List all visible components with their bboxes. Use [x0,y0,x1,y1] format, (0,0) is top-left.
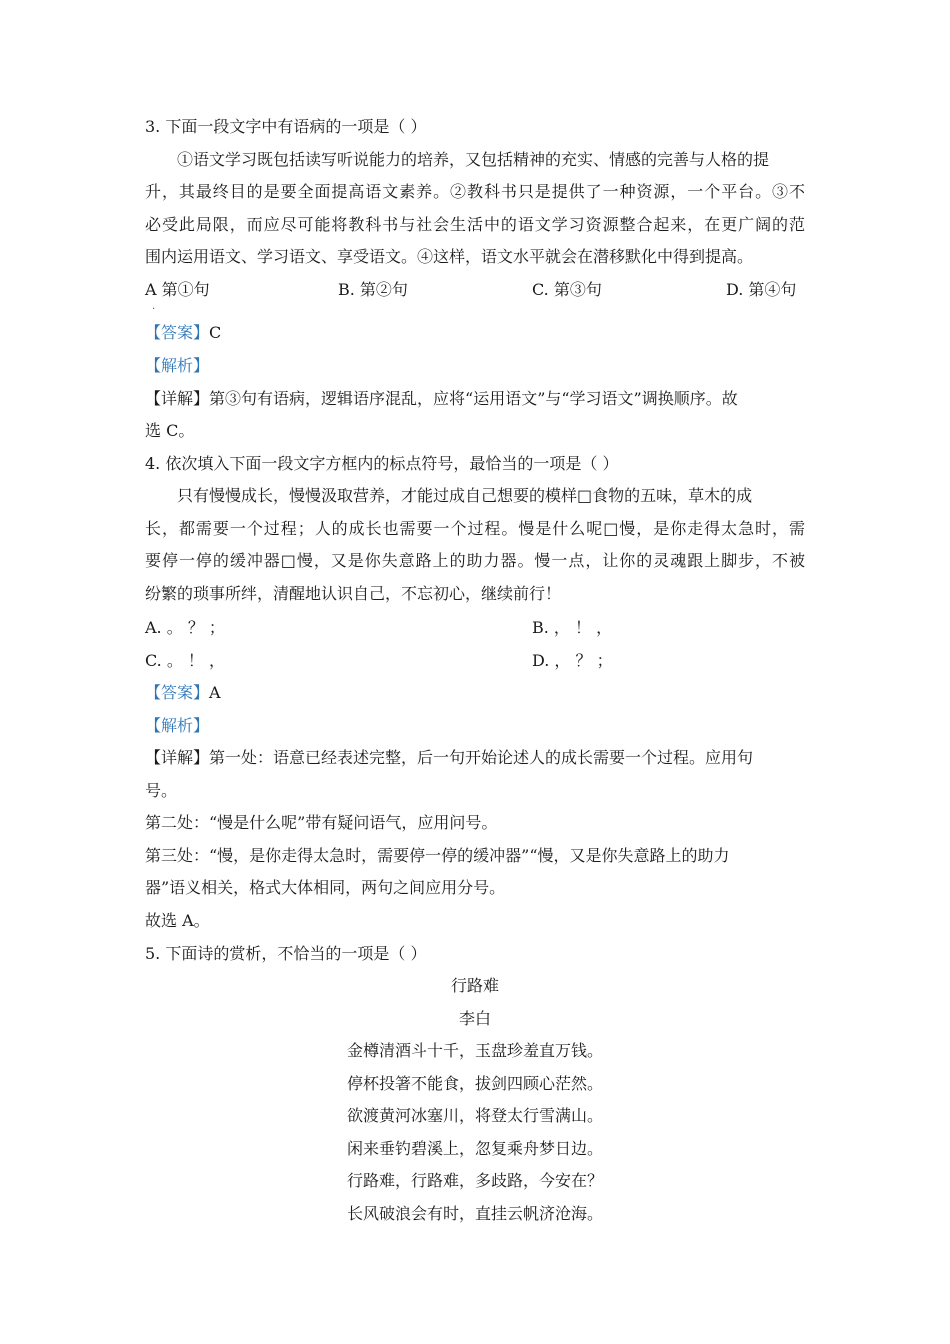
q3-option-b: B. 第②句 [338,280,408,299]
detail-tag: 【详解】 [145,389,210,408]
answer-tag: 【答案】 [145,683,210,702]
q4-option-c: C. 。 ！ ， [145,651,226,670]
q3-passage-line-3: 必受此局限，而应尽可能将教科书与社会生活中的语文学习资源整合起来，在更广阔的范 [145,215,805,234]
q3-passage-line-2: 升，其最终目的是要全面提高语文素养。②教科书只是提供了一种资源，一个平台。③不 [145,182,805,201]
poem-line-2: 停杯投箸不能食，拔剑四顾心茫然。 [346,1074,603,1093]
stray-mark: · [152,304,156,315]
q4-detail-line-5: 器”语义相关，格式大体相同，两句之间应用分号。 [145,878,506,897]
poem-line-4: 闲来垂钓碧溪上，忽复乘舟梦日边。 [346,1139,603,1158]
q3-detail-text: 第③句有语病，逻辑语序混乱，应将“运用语文”与“学习语文”调换顺序。故 [209,389,738,408]
poem-line-5: 行路难，行路难，多歧路，今安在？ [346,1171,603,1190]
q4-detail-line-1 [145,747,805,769]
q3-option-c: C. 第③句 [532,280,602,299]
poem-line-3: 欲渡黄河冰塞川，将登太行雪满山。 [346,1106,603,1125]
q4-passage-line-4: 纷繁的琐事所绊，清醒地认识自己，不忘初心，继续前行！ [145,584,562,603]
poem-author: 李白 [458,1009,491,1028]
q3-stem: 3. 下面一段文字中有语病的一项是（ ） [145,117,427,136]
q3-answer: C [209,323,222,342]
q4-analysis-tag: 【解析】 [145,716,210,735]
q4-answer: A [209,683,221,702]
q3-analysis-tag: 【解析】 [145,356,210,375]
q4-answer-row [145,682,805,704]
q4-option-a: A. 。 ？ ； [145,618,225,637]
q4-passage-line-3: 要停一停的缓冲器□慢，又是你失意路上的助力器。慢一点，让你的灵魂跟上脚步，不被 [145,551,805,570]
poem-line-6: 长风破浪会有时，直挂云帆济沧海。 [346,1204,603,1223]
q3-passage-line-1: ①语文学习既包括读写听说能力的培养，又包括精神的充实、情感的完善与人格的提 [177,150,770,169]
poem-line-1: 金樽清酒斗十千，玉盘珍羞直万钱。 [346,1041,603,1060]
q3-answer-row [145,322,805,344]
q4-option-b: B. ， ！ ， [532,618,613,637]
q3-option-a: A 第①句 [145,280,210,299]
detail-tag: 【详解】 [145,748,210,767]
q4-passage-line-1: 只有慢慢成长，慢慢汲取营养，才能过成自己想要的模样□食物的五味，草木的成 [177,486,753,505]
answer-tag: 【答案】 [145,323,210,342]
q4-passage-line-2: 长，都需要一个过程；人的成长也需要一个过程。慢是什么呢□慢，是你走得太急时，需 [145,519,805,538]
q3-passage-line-4: 围内运用语文、学习语文、享受语文。④这样，语文水平就会在潜移默化中得到提高。 [145,247,754,266]
q4-stem: 4. 依次填入下面一段文字方框内的标点符号，最恰当的一项是（ ） [145,454,619,473]
q4-detail-line-4: 第三处：“慢，是你走得太急时，需要停一停的缓冲器”“慢，又是你失意路上的助力 [145,846,730,865]
q3-option-d: D. 第④句 [726,280,797,299]
q5-stem: 5. 下面诗的赏析，不恰当的一项是（ ） [145,944,427,963]
q4-option-d: D. ， ？ ； [532,651,613,670]
q4-detail-text: 第一处：语意已经表述完整，后一句开始论述人的成长需要一个过程。应用句 [209,748,754,767]
poem-title: 行路难 [450,976,499,995]
q4-detail-line-2: 号。 [145,781,178,800]
q4-detail-line-3: 第二处：“慢是什么呢”带有疑问语气，应用问号。 [145,813,498,832]
q3-detail-line-2: 选 C。 [145,421,195,440]
q3-detail-line-1 [145,388,805,410]
q4-detail-line-6: 故选 A。 [145,911,210,930]
